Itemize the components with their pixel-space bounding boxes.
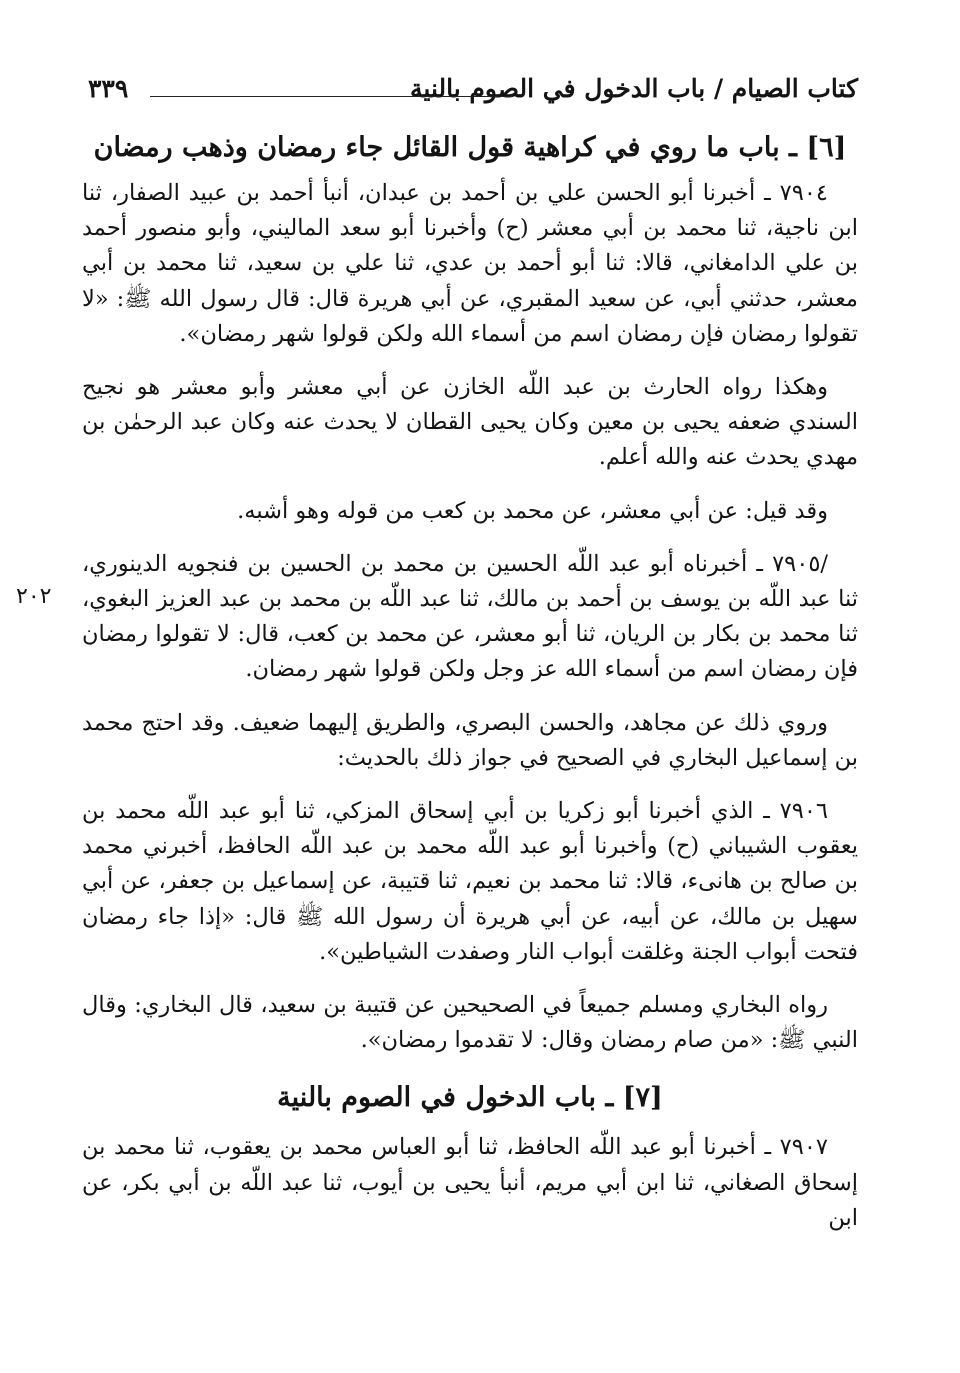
- page-number: ٣٣٩: [88, 74, 129, 103]
- running-header-title: كتاب الصيام / باب الدخول في الصوم بالنية: [410, 74, 858, 103]
- commentary-paragraph: رواه البخاري ومسلم جميعاً في الصحيحين عن قتيبة بن سعيد، قال البخاري: وقال النبي ﷺ: «من صام رمضان وقال: لا تقدموا رمضان».: [82, 992, 858, 1054]
- commentary-paragraph: وقد قيل: عن أبي معشر، عن محمد بن كعب من قوله وهو أشبه.: [237, 497, 828, 524]
- hadith-7905: /٧٩٠٥ ـ أخبرناه أبو عبد اللّه الحسين بن محمد بن الحسين بن فنجويه الدينوري، ثنا عبد اللّه بن يوسف بن أحمد بن مالك، ثنا عبد اللّه بن محمد بن عبد العزيز البغوي، ثنا محمد بن بكار بن الريان، ثنا أبو معشر، عن محمد بن كعب، قال: لا تقولوا رمضان فإن رمضان اسم من أسماء الله عز وجل ولكن قولوا شهر رمضان.: [82, 550, 858, 683]
- commentary-paragraph: وروي ذلك عن مجاهد، والحسن البصري، والطريق إليهما ضعيف. وقد احتج محمد بن إسماعيل البخاري في الصحيح في جواز ذلك بالحديث:: [82, 709, 858, 771]
- hadith-7907: ٧٩٠٧ ـ أخبرنا أبو عبد اللّه الحافظ، ثنا أبو العباس محمد بن يعقوب، ثنا محمد بن إسحاق الصغاني، ثنا ابن أبي مريم، أنبأ يحيى بن أيوب، ثنا عبد اللّه بن أبي بكر، عن ابن: [82, 1134, 858, 1231]
- chapter-heading-6: [٦] ـ باب ما روي في كراهية قول القائل جاء رمضان وذهب رمضان: [93, 132, 847, 163]
- page-body: [82, 126, 858, 1254]
- chapter-heading-7: [٧] ـ باب الدخول في الصوم بالنية: [277, 1082, 663, 1114]
- margin-page-reference: ٢٠٢: [16, 584, 52, 609]
- hadith-7906: ٧٩٠٦ ـ الذي أخبرنا أبو زكريا بن أبي إسحاق المزكي، ثنا أبو عبد اللّه محمد بن يعقوب الشيباني (ح) وأخبرنا أبو عبد اللّه محمد بن عبد اللّه الحافظ، أخبرني محمد بن صالح بن هانىء، قالا: ثنا محمد بن نعيم، ثنا قتيبة، عن إسماعيل بن جعفر، عن أبي سهيل بن مالك، عن أبيه، عن أبي هريرة أن رسول الله ﷺ قال: «إذا جاء رمضان فتحت أبواب الجنة وغلقت أبواب النار وصفدت الشياطين».: [82, 798, 858, 965]
- hadith-7904: ٧٩٠٤ ـ أخبرنا أبو الحسن علي بن أحمد بن عبدان، أنبأ أحمد بن عبيد الصفار، ثنا ابن ناجية، ثنا محمد بن أبي معشر (ح) وأخبرنا أبو سعد الماليني، وأبو منصور أحمد بن علي الدامغاني، قالا: ثنا أبو أحمد بن عدي، ثنا علي بن سعيد، ثنا محمد بن أبي معشر، حدثني أبي، عن سعيد المقبري، عن أبي هريرة قال: قال رسول الله ﷺ: «لا تقولوا رمضان فإن رمضان اسم من أسماء الله ولكن قولوا شهر رمضان».: [82, 180, 858, 347]
- commentary-paragraph: وهكذا رواه الحارث بن عبد اللّه الخازن عن أبي معشر وأبو معشر هو نجيح السندي ضعفه يحيى بن معين وكان يحيى القطان لا يحدث عنه وكان عبد الرحمٰن بن مهدي يحدث عنه والله أعلم.: [82, 374, 858, 471]
- running-header: [88, 72, 858, 112]
- header-rule: [150, 96, 513, 97]
